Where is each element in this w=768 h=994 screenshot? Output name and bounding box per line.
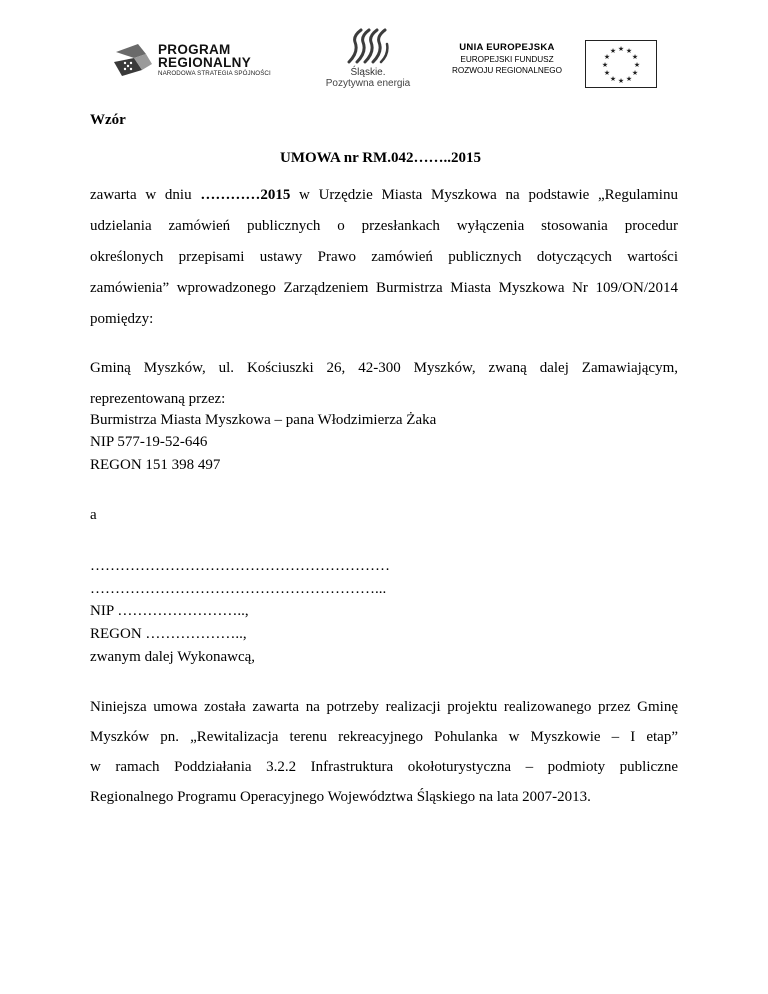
closing-line-2: Myszków pn. „Rewitalizacja terenu rekreacyjnego Pohulanka w Myszkowie – I etap” <box>90 729 678 745</box>
program-regionalny-logo <box>112 40 292 86</box>
svg-text:★: ★ <box>617 45 625 53</box>
fundusz-label: EUROPEJSKI FUNDUSZ <box>460 55 554 64</box>
intro-line-5: pomiędzy: <box>90 311 154 327</box>
program-label: PROGRAM <box>158 42 231 57</box>
eu-flag-icon <box>585 40 657 88</box>
party1-nip: NIP 577-19-52-646 <box>90 434 208 450</box>
rozwoju-label: ROZWOJU REGIONALNEGO <box>451 66 563 75</box>
slaskie-logo-icon <box>343 28 395 66</box>
intro-rest: w Urzędzie Miasta Myszkowa na podstawie „Regulaminu <box>290 187 678 203</box>
svg-text:★: ★ <box>609 47 617 55</box>
svg-text:★: ★ <box>625 47 633 55</box>
party1-line-3: Burmistrza Miasta Myszkowa – pana Włodzimierza Żaka <box>90 412 437 428</box>
regionalny-label: REGIONALNY <box>158 55 252 70</box>
intro-line-2: udzielania zamówień publicznych o przesłankach wyłączenia stosowania procedur <box>90 218 678 234</box>
party1-regon: REGON 151 398 497 <box>90 457 221 473</box>
contract-title: UMOWA nr RM.042……..2015 <box>280 150 481 166</box>
intro-line-1 <box>90 187 678 204</box>
closing-line-4: Regionalnego Programu Operacyjnego Województwa Śląskiego na lata 2007-2013. <box>90 789 591 805</box>
svg-text:★: ★ <box>631 53 639 61</box>
template-label: Wzór <box>90 112 126 128</box>
svg-text:★: ★ <box>633 61 641 69</box>
closing-line-1: Niniejsza umowa została zawarta na potrzeby realizacji projektu realizowanego przez Gminę <box>90 699 678 715</box>
intro-line-4: zamówienia” wprowadzonego Zarządzeniem Burmistrza Miasta Myszkowa Nr 109/ON/2014 <box>90 280 678 296</box>
party1-line-2: reprezentowaną przez: <box>90 391 226 407</box>
intro-line-3: określonych przepisami ustawy Prawo zamówień publicznych dotyczących wartości <box>90 249 678 265</box>
party2-line-1: …………………………………………………… <box>90 558 390 574</box>
svg-text:★: ★ <box>609 75 617 83</box>
slaskie-label: Śląskie. <box>350 67 386 78</box>
intro-prefix: zawarta w dniu <box>90 187 201 203</box>
closing-line-3: w ramach Poddziałania 3.2.2 Infrastruktura okołoturystyczna – podmioty publiczne <box>90 759 678 775</box>
svg-text:★: ★ <box>625 75 633 83</box>
party2-line-2: …………………………………………………... <box>90 581 387 597</box>
strategia-label: NARODOWA STRATEGIA SPÓJNOŚCI <box>158 70 271 77</box>
svg-text:★: ★ <box>601 61 609 69</box>
party2-nip: NIP …………………….., <box>90 603 249 619</box>
party1-line-1: Gminą Myszków, ul. Kościuszki 26, 42-300 Myszków, zwaną dalej Zamawiającym, <box>90 360 678 376</box>
eu-logo <box>440 40 658 90</box>
party2-line-5: zwanym dalej Wykonawcą, <box>90 649 256 665</box>
slaskie-logo <box>318 28 418 94</box>
header-logos <box>0 28 768 98</box>
svg-text:★: ★ <box>631 69 639 77</box>
unia-europejska-label: UNIA EUROPEJSKA <box>459 42 555 53</box>
program-regionalny-icon <box>112 40 154 82</box>
svg-text:★: ★ <box>617 77 625 85</box>
party2-regon: REGON ……………….., <box>90 626 247 642</box>
contract-date: …………2015 <box>200 187 291 203</box>
svg-text:★: ★ <box>603 69 611 77</box>
pozytywna-energia-label: Pozytywna energia <box>325 78 411 89</box>
svg-text:★: ★ <box>603 53 611 61</box>
conjunction: a <box>90 507 97 523</box>
